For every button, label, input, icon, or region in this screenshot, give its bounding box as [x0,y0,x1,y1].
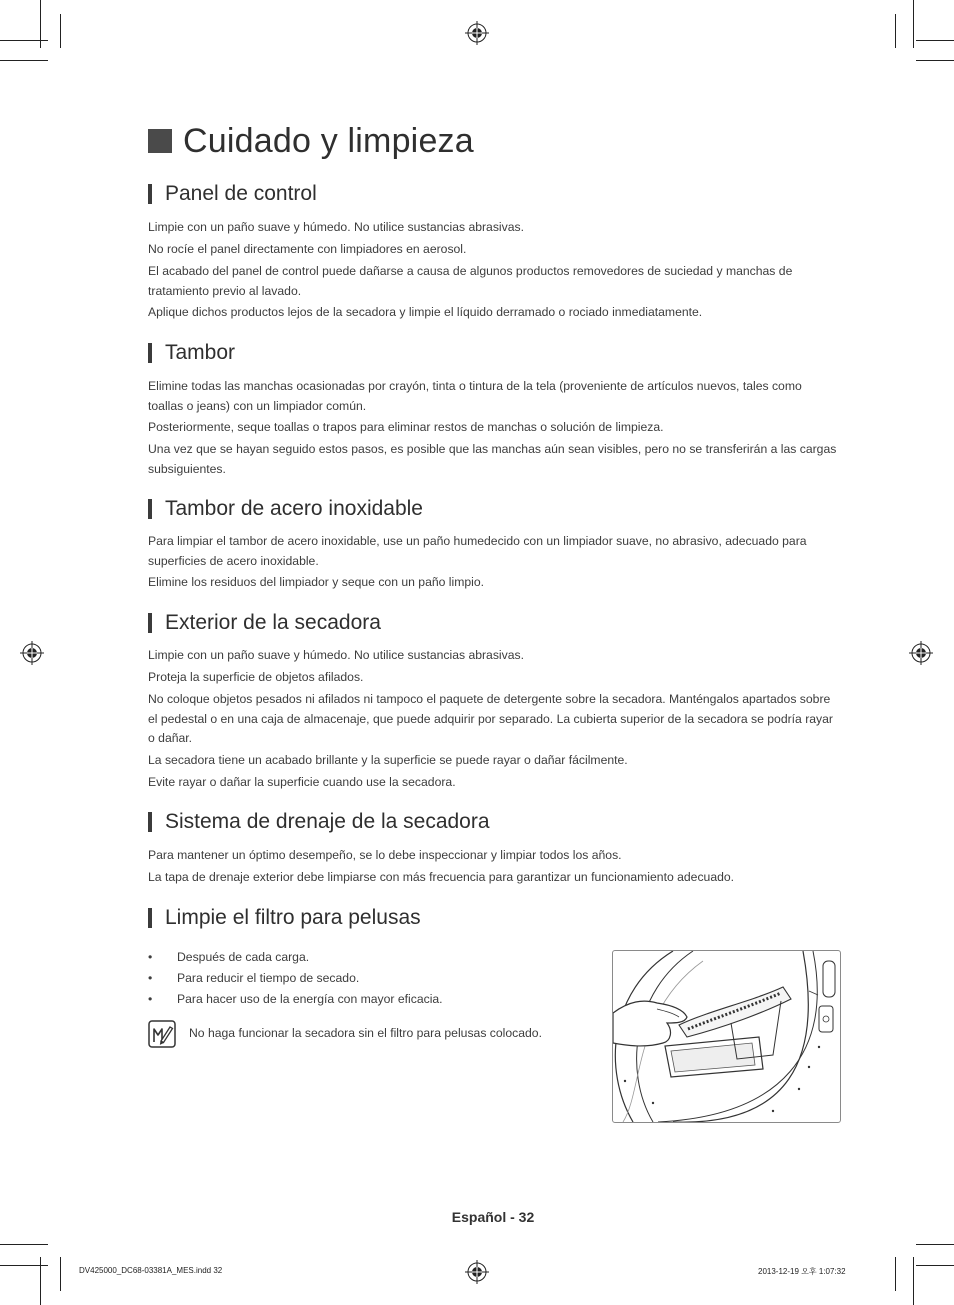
section-title: Tambor [165,341,236,364]
heading-bar [148,812,152,832]
heading-bar [148,184,152,204]
crop-mark [916,60,954,61]
registration-mark-icon [465,21,489,45]
registration-mark-icon [909,641,933,665]
paragraph: Elimine todas las manchas ocasionadas por crayón, tinta o tintura de la tela (proveniente de artículos nuevos, tales como toallas o jeans) con un limpiador común. [148,379,802,413]
crop-mark [895,1257,896,1291]
bullet-icon: • [148,971,153,985]
paragraph: Posteriormente, seque toallas o trapos para eliminar restos de manchas o solución de limpieza. [148,420,664,434]
crop-mark [0,40,48,41]
crop-mark [913,1257,914,1305]
section-heading-tambor [148,340,235,366]
paragraph: Una vez que se hayan seguido estos pasos, es posible que las manchas aún sean visibles, pero no se transferirán a las cargas subsiguientes. [148,442,837,476]
page-number [0,1209,954,1225]
list-item [148,969,359,988]
paragraph: Limpie con un paño suave y húmedo. No utilice sustancias abrasivas. [148,648,524,662]
lint-filter-illustration [612,950,841,1123]
paragraph: No coloque objetos pesados ni afilados ni tampoco el paquete de detergente sobre la secadora. Manténgalos apartados sobre el pedestal o en una caja de almacenaje, que puede adquirir por separado. La cubierta superior de la secadora se podría rayar o dañar. [148,692,833,745]
paragraph: Aplique dichos productos lejos de la secadora y limpie el líquido derramado o rociado inmediatamente. [148,305,703,319]
crop-mark [0,1265,48,1266]
crop-mark [60,14,61,48]
note-pencil-icon [148,1020,176,1048]
section-heading-tambor-acero [148,496,423,522]
section-title: Exterior de la secadora [165,611,381,634]
print-slug-right: 2013-12-19 오후 1:07:32 [758,1267,846,1276]
section-heading-drenaje [148,809,490,835]
bullet-icon: • [148,950,153,964]
crop-mark [916,1244,954,1245]
list-item-text: Para hacer uso de la energía con mayor eficacia. [177,992,443,1006]
section-title: Sistema de drenaje de la secadora [165,810,490,833]
paragraph: Elimine los residuos del limpiador y seque con un paño limpio. [148,575,485,589]
heading-bar [148,499,152,519]
paragraph: No rocíe el panel directamente con limpiadores en aerosol. [148,242,467,256]
heading-bar [148,613,152,633]
crop-mark [916,1265,954,1266]
page-title-row [148,118,474,164]
crop-mark [60,1257,61,1291]
print-slug-left: DV425000_DC68-03381A_MES.indd 32 [79,1266,223,1275]
registration-mark-icon [465,1260,489,1284]
page-title: Cuidado y limpieza [183,121,474,160]
paragraph: La tapa de drenaje exterior debe limpiarse con más frecuencia para garantizar un funcionamiento adecuado. [148,870,735,884]
section-title: Limpie el filtro para pelusas [165,906,421,929]
crop-mark [916,40,954,41]
section-heading-exterior [148,610,381,636]
list-item-text: Para reducir el tiempo de secado. [177,971,360,985]
crop-mark [0,1244,48,1245]
section-title: Panel de control [165,182,317,205]
heading-bar [148,343,152,363]
list-item-text: Después de cada carga. [177,950,310,964]
section-heading-filtro [148,905,421,931]
section-title: Tambor de acero inoxidable [165,497,423,520]
heading-bar [148,908,152,928]
paragraph: Para mantener un óptimo desempeño, se lo debe inspeccionar y limpiar todos los años. [148,848,622,862]
paragraph: La secadora tiene un acabado brillante y la superficie se puede rayar o dañar fácilmente. [148,753,628,767]
registration-mark-icon [20,641,44,665]
page-number-label: Español - 32 [451,1209,535,1225]
crop-mark [895,14,896,48]
list-item [148,948,309,967]
paragraph: Limpie con un paño suave y húmedo. No utilice sustancias abrasivas. [148,220,524,234]
paragraph: Evite rayar o dañar la superficie cuando use la secadora. [148,775,456,789]
list-item [148,990,443,1009]
bullet-icon: • [148,992,153,1006]
paragraph: Proteja la superficie de objetos afilados. [148,670,364,684]
title-square-icon [148,129,172,153]
crop-mark [913,0,914,48]
note-text: No haga funcionar la secadora sin el filtro para pelusas colocado. [189,1026,542,1040]
paragraph: Para limpiar el tambor de acero inoxidable, use un paño humedecido con un limpiador suave, no abrasivo, adecuado para superficies de acero inoxidable. [148,534,807,568]
section-heading-panel-de-control [148,181,317,207]
paragraph: El acabado del panel de control puede dañarse a causa de algunos productos removedores de suciedad y manchas de tratamiento previo al lavado. [148,264,793,298]
crop-mark [0,60,48,61]
